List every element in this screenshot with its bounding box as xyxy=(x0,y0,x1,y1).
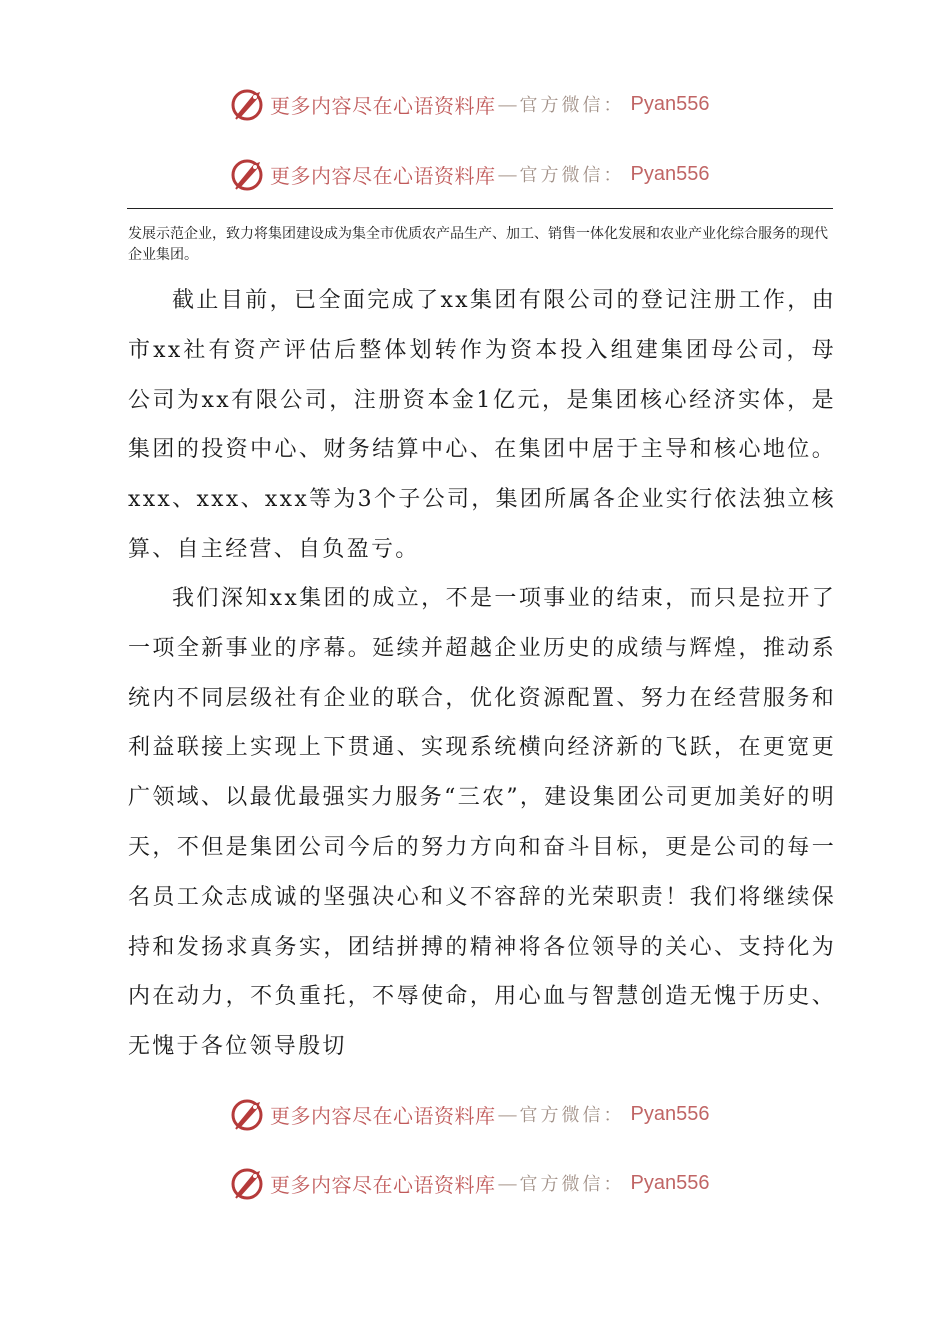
banner-separator: — xyxy=(497,1102,518,1126)
banner-separator: — xyxy=(497,1171,518,1195)
watermark-banner-top-2 xyxy=(230,154,709,194)
banner-wechat-id: Pyan556 xyxy=(630,1171,710,1194)
banner-separator: — xyxy=(497,92,518,116)
banner-text: 更多内容尽在心语资料库 xyxy=(270,93,496,118)
banner-wechat-id: Pyan556 xyxy=(630,92,710,115)
banner-text: 更多内容尽在心语资料库 xyxy=(270,1103,496,1128)
banner-separator: — xyxy=(497,162,518,186)
watermark-banner-bottom-1 xyxy=(230,1094,709,1134)
watermark-banner-bottom-2 xyxy=(230,1163,709,1203)
banner-wechat-id: Pyan556 xyxy=(630,162,710,185)
banner-official-label: 官方微信： xyxy=(519,1105,625,1126)
banner-wechat-id: Pyan556 xyxy=(630,1102,710,1125)
pen-nib-logo-icon xyxy=(230,1096,266,1132)
banner-official-label: 官方微信： xyxy=(519,95,625,116)
pen-nib-logo-icon xyxy=(230,156,266,192)
watermark-banner-top-1 xyxy=(230,84,709,124)
banner-text: 更多内容尽在心语资料库 xyxy=(270,163,496,188)
body-paragraph-2: 我们深知xx集团的成立，不是一项事业的结束，而只是拉开了一项全新事业的序幕。延续并超越企业历史的成绩与辉煌，推动系统内不同层级社有企业的联合，优化资源配置、努力在经营服务和利益联接上实现上下贯通、实现系统横向经济新的飞跃，在更宽更广领域、以最优最强实力服务“三农”，建设集团公司更加美好的明天，不但是集团公司今后的努力方向和奋斗目标，更是公司的每一名员工众志成诚的坚强决心和义不容辞的光荣职责！我们将继续保持和发扬求真务实，团结拼搏的精神将各位领导的关心、支持化为内在动力，不负重托，不辱使命，用心血与智慧创造无愧于历史、无愧于各位领导殷切 xyxy=(128,586,836,1060)
banner-official-label: 官方微信： xyxy=(519,1174,625,1195)
pen-nib-logo-icon xyxy=(230,86,266,122)
body-paragraph-1: 截止目前，已全面完成了xx集团有限公司的登记注册工作，由市xx社有资产评估后整体划转作为资本投入组建集团母公司，母公司为xx有限公司，注册资本金1亿元，是集团核心经济实体，是集团的投资中心、财务结算中心、在集团中居于主导和核心地位。xxx、xxx、xxx等为3个子公司，集团所属各企业实行依法独立核算、自主经营、自负盈亏。 xyxy=(128,288,836,562)
pen-nib-logo-icon xyxy=(230,1165,266,1201)
banner-text: 更多内容尽在心语资料库 xyxy=(270,1172,496,1197)
header-note: 发展示范企业，致力将集团建设成为集全市优质农产品生产、加工、销售一体化发展和农业产业化综合服务的现代企业集团。 xyxy=(128,226,828,263)
header-divider xyxy=(127,208,833,209)
banner-official-label: 官方微信： xyxy=(519,165,625,186)
